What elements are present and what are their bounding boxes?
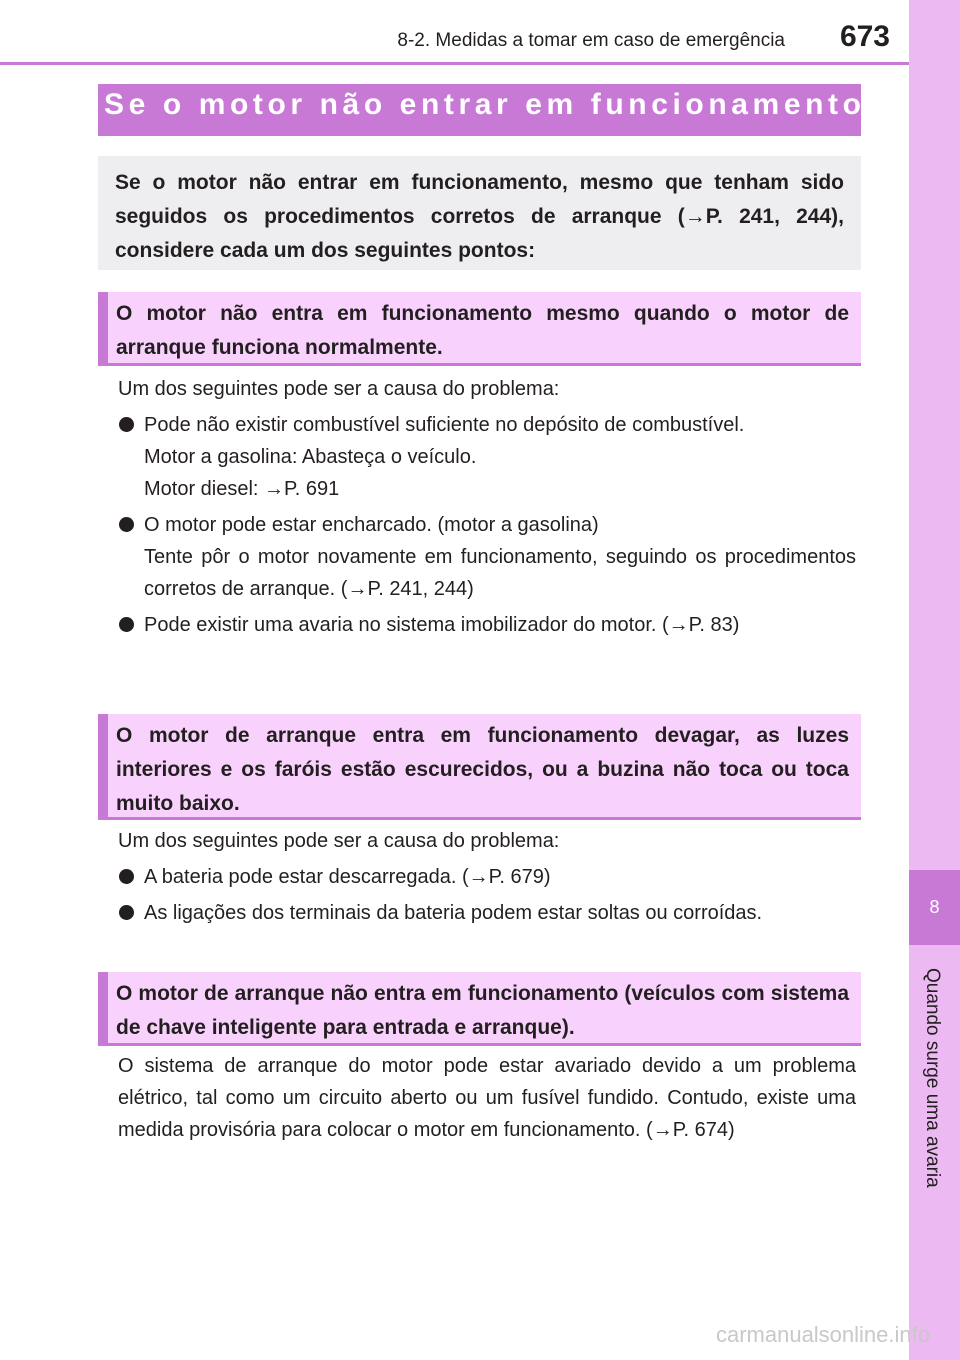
list-item-detail: Tente pôr o motor novamente em funcionamento, seguindo os procedimentos corretos de arranque. (→P. 241, 244) (144, 546, 856, 600)
section-body-2 (118, 825, 856, 929)
section-heading-text: O motor de arranque entra em funcionamento devagar, as luzes interiores e os faróis estão escurecidos, ou a buzina não toca ou toca muito baixo. (116, 724, 849, 815)
section-lead: Um dos seguintes pode ser a causa do problema: (118, 378, 560, 400)
section-title: 8-2. Medidas a tomar em caso de emergência (397, 30, 785, 51)
list-item-text: Pode não existir combustível suficiente no depósito de combustível. (144, 414, 745, 436)
header-rule (0, 62, 910, 65)
bullet-icon (119, 517, 134, 532)
section-heading-text: O motor não entra em funcionamento mesmo quando o motor de arranque funciona normalmente. (116, 302, 849, 359)
section-heading-text: O motor de arranque não entra em funcionamento (veículos com sistema de chave inteligente para entrada e arranque). (116, 982, 849, 1039)
list-item (118, 609, 856, 641)
section-body-3 (118, 1050, 856, 1146)
side-tab-upper (909, 0, 960, 870)
list-item-text: O motor pode estar encharcado. (motor a gasolina) (144, 514, 599, 536)
watermark: carmanualsonline.info (715, 1322, 930, 1347)
section-heading-2 (98, 714, 861, 820)
section-paragraph: O sistema de arranque do motor pode estar avariado devido a um problema elétrico, tal como um circuito aberto ou um fusível fundido. Contudo, existe uma medida provisória para colocar o motor em funcionamento. (→P. 674) (118, 1055, 856, 1141)
bullet-icon (119, 617, 134, 632)
list-item-text: Pode existir uma avaria no sistema imobilizador do motor. (→P. 83) (144, 614, 740, 636)
list-item (118, 897, 856, 929)
list-item-detail: Motor a gasolina: Abasteça o veículo. (144, 446, 477, 468)
page-number: 673 (839, 20, 890, 53)
bullet-icon (119, 869, 134, 884)
section-heading-3 (98, 972, 861, 1046)
bullet-icon (119, 417, 134, 432)
list-item (118, 409, 856, 441)
section-body-1 (118, 373, 856, 641)
list-item-text: As ligações dos terminais da bateria podem estar soltas ou corroídas. (144, 902, 763, 924)
section-heading-1 (98, 292, 861, 366)
chapter-number: 8 (909, 870, 960, 945)
bullet-icon (119, 905, 134, 920)
intro-text: Se o motor não entrar em funcionamento, mesmo que tenham sido seguidos os procedimentos corretos de arranque (→P. 241, 244), considere cada um dos seguintes pontos: (115, 171, 844, 262)
section-lead: Um dos seguintes pode ser a causa do problema: (118, 830, 560, 852)
chapter-label: Quando surge uma avaria (922, 968, 943, 1188)
list-item (118, 509, 856, 541)
intro-box (98, 156, 861, 270)
list-item (118, 861, 856, 893)
list-item-text: A bateria pode estar descarregada. (→P. 679) (144, 866, 551, 888)
list-item-detail: Motor diesel: →P. 691 (144, 478, 340, 500)
page-title: Se o motor não entrar em funcionamento (104, 88, 866, 121)
